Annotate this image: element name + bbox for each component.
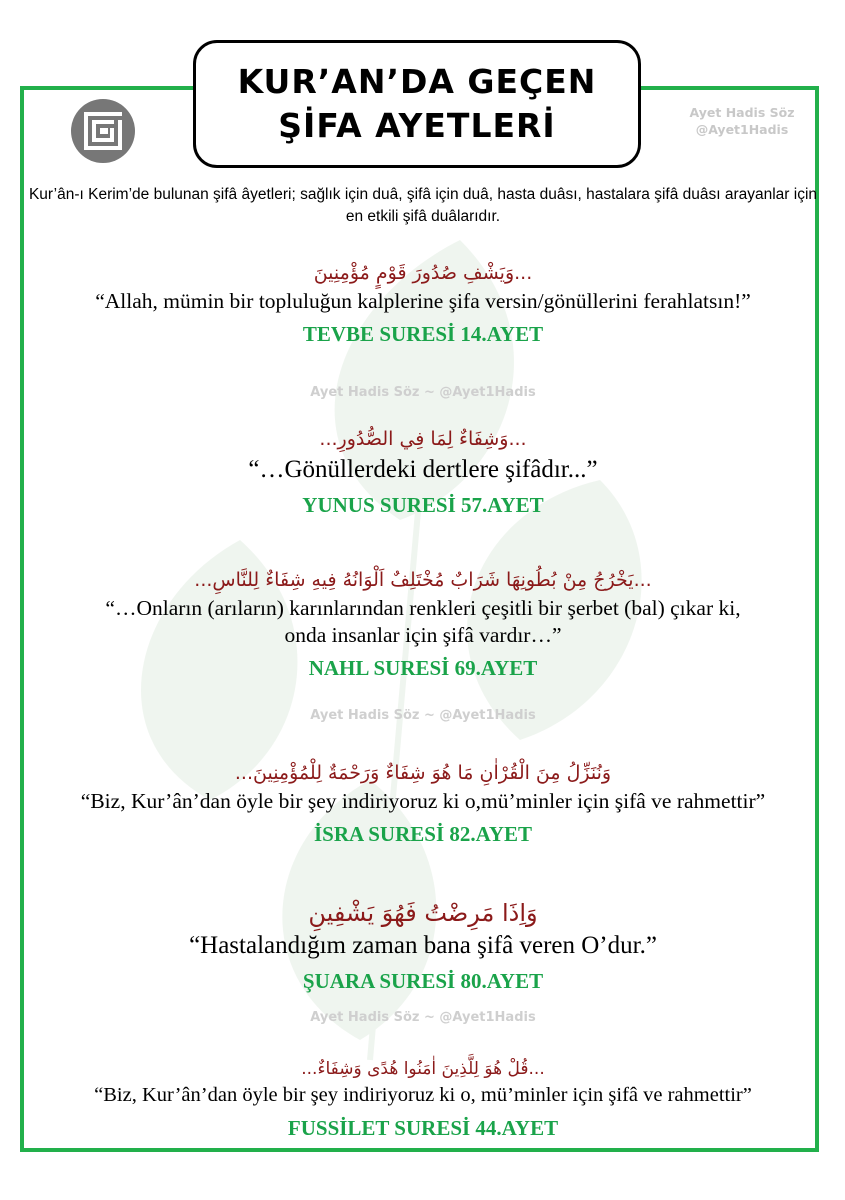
arabic-text: ...وَيَشْفِ صُدُورَ قَوْمٍ مُؤْمِنِينَ: [313, 262, 533, 284]
brand-watermark: [672, 104, 812, 138]
verse-block-4: [28, 758, 818, 849]
translation-text-line-1: “…Onların (arıların) karınlarından renkleri çeşitli bir şerbet (bal) çıkar ki,: [105, 596, 741, 620]
arabic-text: ...وَشِفَاءٌ لِمَا فِي الصُّدُورِ...: [319, 428, 527, 450]
arabic-text: ...قُلْ هُوَ لِلَّذِينَ اٰمَنُوا هُدًى وَشِفَاءٌ...: [301, 1059, 545, 1079]
verse-reference: YUNUS SURESİ 57.AYET: [302, 493, 544, 517]
title-box: [193, 40, 641, 168]
verse-reference: NAHL SURESİ 69.AYET: [308, 656, 538, 680]
title-line-2: ŞİFA AYETLERİ: [278, 106, 556, 145]
verse-block-1: [28, 258, 818, 349]
verse-reference: ŞUARA SURESİ 80.AYET: [302, 969, 544, 993]
translation-text: “Biz, Kur’ân’dan öyle bir şey indiriyoruz ki o,mü’minler için şifâ ve rahmettir”: [80, 789, 766, 813]
verse-block-2: [28, 424, 818, 520]
verse-reference: İSRA SURESİ 82.AYET: [313, 822, 533, 846]
verse-reference: TEVBE SURESİ 14.AYET: [302, 322, 544, 346]
kufic-square-logo-icon: [70, 98, 136, 164]
arabic-text: ...يَخْرُجُ مِنْ بُطُونِهَا شَرَابٌ مُخْتَلِفٌ اَلْوَانُهُ فِيهِ شِفَاءٌ لِلنَّاسِ...: [194, 569, 652, 591]
watermark-text: Ayet Hadis Söz ~ @Ayet1Hadis: [310, 385, 536, 400]
arabic-text: وَنُنَزِّلُ مِنَ الْقُرْاٰنِ مَا هُوَ شِفَاءٌ وَرَحْمَةٌ لِلْمُؤْمِنِينَ...: [234, 762, 612, 784]
watermark-text: Ayet Hadis Söz ~ @Ayet1Hadis: [310, 1010, 536, 1025]
verse-block-3: [28, 565, 818, 683]
intro-text: Kur’ân-ı Kerim’de bulunan şifâ âyetleri; sağlık için duâ, şifâ için duâ, hasta duâsı, hastalara şifâ duâsı arayanlar için en etkili şifâ duâlarıdır.: [28, 186, 818, 225]
translation-text: “…Gönüllerdeki dertlere şifâdır...”: [248, 456, 598, 483]
translation-text: “Hastalandığım zaman bana şifâ veren O’dur.”: [189, 932, 657, 959]
title-line-1: KUR’AN’DA GEÇEN: [237, 62, 597, 101]
brand-watermark-name: Ayet Hadis Söz: [689, 105, 795, 120]
verse-reference: FUSSİLET SURESİ 44.AYET: [287, 1116, 559, 1140]
verse-block-6: [28, 1056, 818, 1143]
translation-text-line-2: onda insanlar için şifâ vardır…”: [284, 623, 562, 647]
watermark-text: Ayet Hadis Söz ~ @Ayet1Hadis: [310, 708, 536, 723]
arabic-text: وَاِذَا مَرِضْتُ فَهُوَ يَشْفِينِ: [308, 899, 538, 927]
translation-text: “Biz, Kur’ân’dan öyle bir şey indiriyoruz ki o, mü’minler için şifâ ve rahmettir”: [94, 1084, 752, 1106]
translation-text: “Allah, mümin bir topluluğun kalplerine şifa versin/gönüllerini ferahlatsın!”: [95, 289, 751, 313]
brand-watermark-handle: @Ayet1Hadis: [695, 122, 789, 137]
verse-block-5: [28, 896, 818, 996]
